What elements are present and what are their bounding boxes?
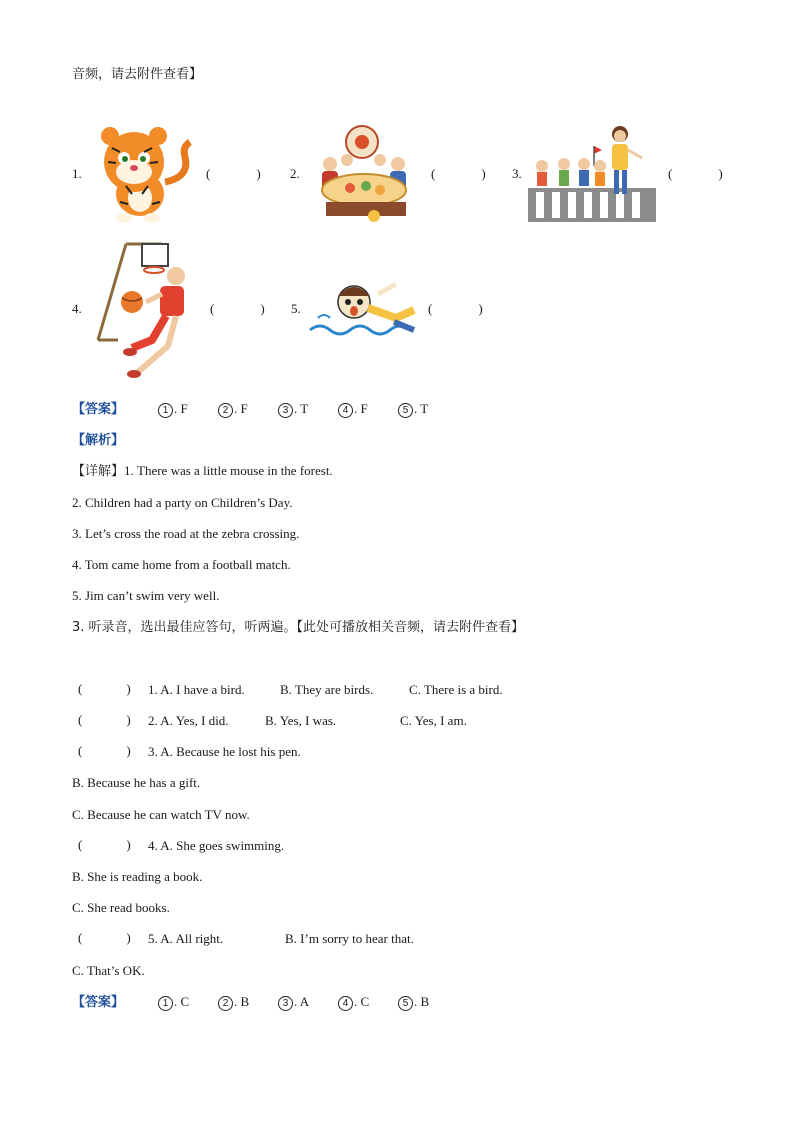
answer-tag: 【答案】 xyxy=(72,995,125,1010)
answer-blank: ( ) xyxy=(428,301,483,316)
answer-item: 2 . B xyxy=(218,993,249,1011)
answer-item: 1 . C xyxy=(158,993,189,1011)
answer-line xyxy=(72,400,124,419)
question-option-b: B. She is reading a book. xyxy=(72,869,203,884)
zebra-crossing-icon xyxy=(528,124,658,228)
detail-line: 2. Children had a party on Children’s Day. xyxy=(72,495,293,510)
answer-blank: ( ) xyxy=(431,166,486,181)
answer-item: 5 . B xyxy=(398,993,429,1011)
picture-number: 1. xyxy=(72,166,82,181)
detail-line: 5. Jim can’t swim very well. xyxy=(72,588,220,603)
question-option-a: 5. A. All right. xyxy=(148,931,224,946)
answer-item: 3 . A xyxy=(278,993,309,1011)
family-party-icon xyxy=(312,124,420,228)
answer-blank: ( ) xyxy=(78,837,131,852)
answer-blank: ( ) xyxy=(78,712,131,727)
picture-number: 4. xyxy=(72,301,82,316)
question-option-a: 4. A. She goes swimming. xyxy=(148,838,285,853)
question-option-c: C. She read books. xyxy=(72,900,170,915)
swimming-boy-icon xyxy=(308,280,420,346)
answer-blank: ( ) xyxy=(668,166,723,181)
detail-line: 【详解】1. There was a little mouse in the forest. xyxy=(72,463,333,479)
answer-blank: ( ) xyxy=(206,166,261,181)
answer-item: 2 . F xyxy=(218,400,248,418)
question-option-c: C. Yes, I am. xyxy=(400,713,467,728)
picture-number: 5. xyxy=(291,301,301,316)
question-option-c: C. That’s OK. xyxy=(72,963,145,978)
header-fragment: 音频，请去附件查看】 xyxy=(72,67,203,82)
answer-blank: ( ) xyxy=(78,681,131,696)
question-option-b: B. They are birds. xyxy=(280,682,374,697)
tiger-icon xyxy=(90,122,200,231)
question-option-b: B. Yes, I was. xyxy=(265,713,337,728)
analysis-heading: 【解析】 xyxy=(72,433,125,448)
answer-item: 4 . C xyxy=(338,993,369,1011)
question-option-b: B. Because he has a gift. xyxy=(72,775,201,790)
question-option-c: C. There is a bird. xyxy=(409,682,503,697)
detail-tag: 【详解】 xyxy=(72,464,125,479)
basketball-player-icon xyxy=(88,240,198,386)
question-option-a: 2. A. Yes, I did. xyxy=(148,713,229,728)
question-option-b: B. I’m sorry to hear that. xyxy=(285,931,414,946)
detail-line: 4. Tom came home from a football match. xyxy=(72,557,291,572)
answer-blank: ( ) xyxy=(78,743,131,758)
picture-number: 3. xyxy=(512,166,522,181)
answer-item: 4 . F xyxy=(338,400,368,418)
section-3-title: 3. 听录音，选出最佳应答句，听两遍。【此处可播放相关音频，请去附件查看】 xyxy=(72,620,525,635)
answer-tag: 【答案】 xyxy=(72,402,125,417)
question-option-c: C. Because he can watch TV now. xyxy=(72,807,250,822)
question-option-a: 3. A. Because he lost his pen. xyxy=(148,744,301,759)
answer-blank: ( ) xyxy=(78,930,131,945)
answer-blank: ( ) xyxy=(210,301,265,316)
detail-line: 3. Let’s cross the road at the zebra crossing. xyxy=(72,526,300,541)
answer-item: 5 . T xyxy=(398,400,428,418)
picture-number: 2. xyxy=(290,166,300,181)
answer-line xyxy=(72,993,124,1012)
answer-item: 3 . T xyxy=(278,400,308,418)
question-option-a: 1. A. I have a bird. xyxy=(148,682,245,697)
answer-item: 1 . F xyxy=(158,400,188,418)
